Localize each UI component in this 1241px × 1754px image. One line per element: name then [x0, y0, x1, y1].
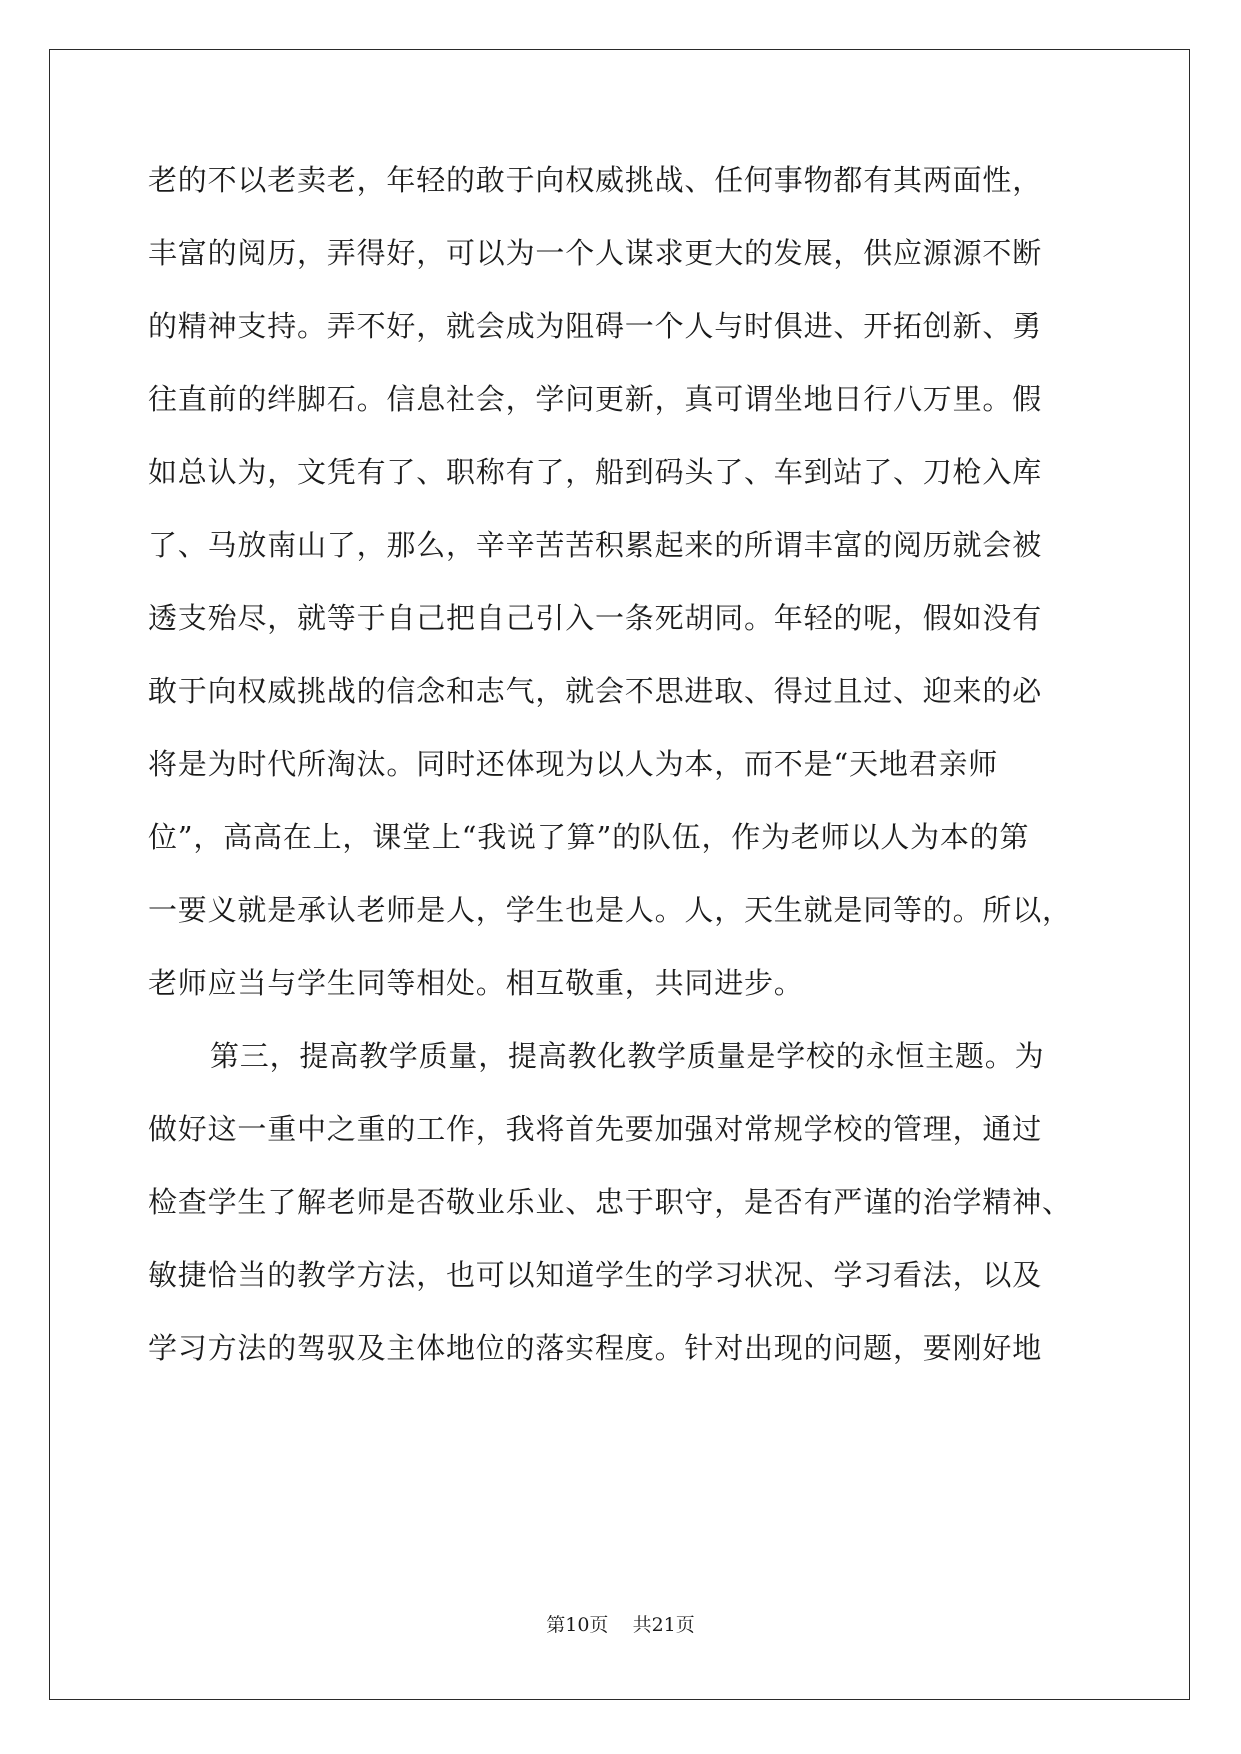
text-line: 如总认为，文凭有了、职称有了，船到码头了、车到站了、刀枪入库: [148, 455, 1043, 489]
text-line: 往直前的绊脚石。信息社会，学问更新，真可谓坐地日行八万里。假: [148, 382, 1043, 416]
text-line: 透支殆尽，就等于自己把自己引入一条死胡同。年轻的呢，假如没有: [148, 601, 1043, 635]
text-line: 学习方法的驾驭及主体地位的落实程度。针对出现的问题，要刚好地: [148, 1331, 1043, 1365]
text-line: 老师应当与学生同等相处。相互敬重，共同进步。: [148, 966, 804, 1000]
text-line: 老的不以老卖老，年轻的敢于向权威挑战、任何事物都有其两面性，: [148, 163, 1043, 197]
text-line: 一要义就是承认老师是人，学生也是人。人，天生就是同等的。所以，: [148, 893, 1072, 927]
text-line: 敢于向权威挑战的信念和志气，就会不思进取、得过且过、迎来的必: [148, 674, 1043, 708]
text-line: 检查学生了解老师是否敬业乐业、忠于职守，是否有严谨的治学精神、: [148, 1185, 1072, 1219]
text-line: 丰富的阅历，弄得好，可以为一个人谋求更大的发展，供应源源不断: [148, 236, 1043, 270]
text-line: 位”，高高在上，课堂上“我说了算”的队伍，作为老师以人为本的第: [148, 820, 1030, 854]
text-line: 敏捷恰当的教学方法，也可以知道学生的学习状况、学习看法，以及: [148, 1258, 1043, 1292]
paragraph-first-line: 第三，提高教学质量，提高教化教学质量是学校的永恒主题。为: [210, 1039, 1045, 1073]
text-line: 的精神支持。弄不好，就会成为阻碍一个人与时俱进、开拓创新、勇: [148, 309, 1043, 343]
text-line: 将是为时代所淘汰。同时还体现为以人为本，而不是“天地君亲师: [148, 747, 999, 781]
text-line: 做好这一重中之重的工作，我将首先要加强对常规学校的管理，通过: [148, 1112, 1043, 1146]
page-border: [49, 49, 1190, 1700]
text-line: 了、马放南山了，那么，辛辛苦苦积累起来的所谓丰富的阅历就会被: [148, 528, 1043, 562]
page-number-footer: 第10页 共21页: [546, 1614, 695, 1636]
